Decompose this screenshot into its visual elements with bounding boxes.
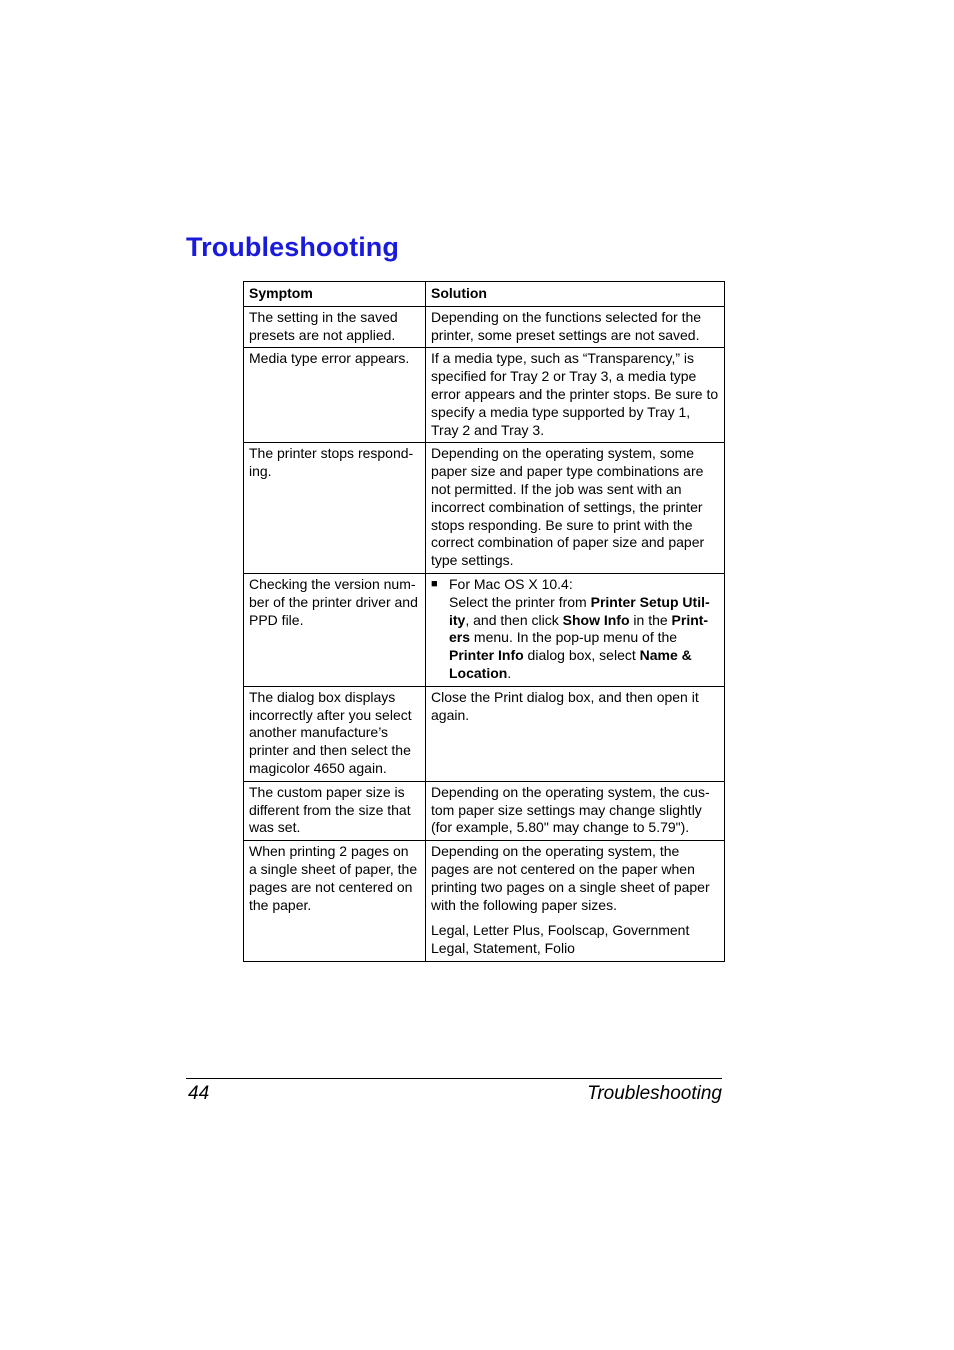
table-row bbox=[244, 443, 725, 574]
table-row bbox=[244, 573, 725, 686]
bullet-text-run: . bbox=[507, 664, 512, 681]
footer-page-number: 44 bbox=[188, 1083, 210, 1104]
bullet-item bbox=[431, 576, 719, 683]
bullet-text-run: in the bbox=[629, 611, 672, 628]
footer-rule bbox=[186, 1078, 722, 1079]
paper-size-list: Legal, Letter Plus, Foolscap, Government Legal, Statement, Folio bbox=[431, 922, 690, 957]
symptom-cell: The setting in the saved presets are not applied. bbox=[244, 306, 426, 348]
symptom-cell: The dialog box displays incorrectly after you select another manufacture’s printer and then select the magicolor 4650 again. bbox=[244, 686, 426, 781]
option-name-location: Name & Location bbox=[449, 647, 692, 681]
table-row bbox=[244, 348, 725, 443]
bullet-text-run: Select the printer from bbox=[449, 593, 591, 610]
symptom-cell: When printing 2 pages on a single sheet of paper, the pages are not centered on the paper. bbox=[244, 841, 426, 962]
dialog-name-printer-info: Printer Info bbox=[449, 647, 524, 664]
solution-cell: If a media type, such as “Transparency,” is specified for Tray 2 or Tray 3, a media type error appears and the printer stops. Be sure to specify a media type supported by Tray 1, Tray 2 and Tray 3. bbox=[426, 348, 725, 443]
solution-cell bbox=[426, 841, 725, 962]
bullet-text-run: , and then click bbox=[465, 611, 563, 628]
table-row bbox=[244, 686, 725, 781]
solution-cell: Close the Print dialog box, and then open it again. bbox=[426, 686, 725, 781]
bullet-lead: For Mac OS X 10.4: bbox=[449, 575, 573, 592]
header-symptom: Symptom bbox=[244, 282, 426, 307]
solution-cell: Depending on the operating system, the cus-tom paper size settings may change slightly (for example, 5.80" may change to 5.79"). bbox=[426, 781, 725, 840]
bullet-text-run: menu. In the pop-up menu of the bbox=[470, 629, 678, 646]
table-header-row bbox=[244, 282, 725, 307]
solution-paragraph: Depending on the operating system, the pages are not centered on the paper when printing two pages on a single sheet of paper with the following paper sizes. bbox=[431, 843, 710, 913]
header-solution: Solution bbox=[426, 282, 725, 307]
symptom-cell: The custom paper size is different from the size that was set. bbox=[244, 781, 426, 840]
symptom-cell: Media type error appears. bbox=[244, 348, 426, 443]
bullet-text bbox=[449, 576, 719, 683]
solution-cell: Depending on the operating system, some paper size and paper type combinations are not permitted. If the job was sent with an incorrect combination of settings, the printer stops responding. Be sure to print with the correct combination of paper size and paper type settings. bbox=[426, 443, 725, 574]
table-row bbox=[244, 781, 725, 840]
symptom-cell: Checking the version num-ber of the printer driver and PPD file. bbox=[244, 573, 426, 686]
footer-section-title: Troubleshooting bbox=[587, 1083, 722, 1104]
table-row bbox=[244, 841, 725, 962]
table-row bbox=[244, 306, 725, 348]
bullet-text-run: dialog box, select bbox=[523, 647, 640, 664]
symptom-cell: The printer stops respond-ing. bbox=[244, 443, 426, 574]
solution-cell bbox=[426, 573, 725, 686]
solution-cell: Depending on the functions selected for the printer, some preset settings are not saved. bbox=[426, 306, 725, 348]
page-title: Troubleshooting bbox=[186, 232, 399, 262]
command-show-info: Show Info bbox=[562, 611, 630, 628]
menu-name-printer-setup-utility: Printer Setup Util-ity bbox=[449, 593, 710, 628]
menu-name-printers: Print-ers bbox=[449, 611, 709, 646]
troubleshooting-table bbox=[243, 281, 725, 962]
square-bullet-icon: ■ bbox=[431, 577, 438, 590]
